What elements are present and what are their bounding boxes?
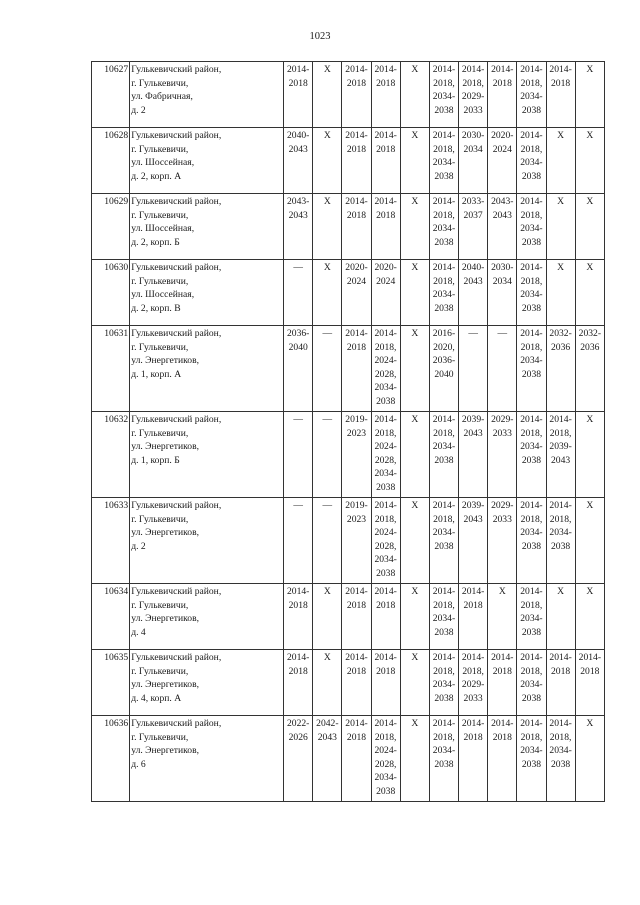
schedule-cell: X <box>400 650 429 716</box>
address-line: д. 2 <box>131 104 146 116</box>
address-line: д. 2 <box>131 540 146 552</box>
schedule-cell: 2029- 2033 <box>488 412 517 498</box>
address-cell <box>130 412 284 498</box>
schedule-cell: 2043- 2043 <box>488 194 517 260</box>
address-line: г. Гулькевичи, <box>131 341 189 353</box>
schedule-cell: 2030- 2034 <box>459 128 488 194</box>
schedule-cell: X <box>546 128 575 194</box>
schedule-cell: 2014- 2018 <box>284 62 313 128</box>
schedule-cell: X <box>546 260 575 326</box>
row-id-cell: 10629 <box>92 194 130 260</box>
address-line: г. Гулькевичи, <box>131 731 189 743</box>
schedule-cell: 2014- 2018, 2034- 2038 <box>517 650 546 716</box>
schedule-cell: 2014- 2018 <box>546 650 575 716</box>
address-line: г. Гулькевичи, <box>131 209 189 221</box>
schedule-cell: 2040- 2043 <box>284 128 313 194</box>
schedule-cell: 2014- 2018 <box>459 716 488 802</box>
table-row <box>92 62 605 128</box>
schedule-cell: 2020- 2024 <box>488 128 517 194</box>
address-line: Гулькевичский район, <box>131 196 222 207</box>
address-line: г. Гулькевичи, <box>131 275 189 287</box>
address-line: ул. Энергетиков, <box>131 745 199 757</box>
schedule-cell: 2014- 2018 <box>371 194 400 260</box>
row-id-cell: 10636 <box>92 716 130 802</box>
schedule-cell: X <box>575 584 604 650</box>
address-line: д. 1, корп. Б <box>131 454 180 466</box>
row-id-cell: 10634 <box>92 584 130 650</box>
address-line: Гулькевичский район, <box>131 718 222 729</box>
schedule-cell: X <box>400 128 429 194</box>
schedule-cell: 2019- 2023 <box>342 412 371 498</box>
schedule-cell: X <box>313 128 342 194</box>
schedule-cell: 2014- 2018 <box>342 650 371 716</box>
schedule-cell: X <box>546 584 575 650</box>
housing-repair-schedule-table <box>91 61 605 802</box>
schedule-cell: 2014- 2018, 2034- 2038 <box>429 128 458 194</box>
schedule-cell: 2014- 2018, 2024- 2028, 2034- 2038 <box>371 498 400 584</box>
schedule-cell: 2014- 2018, 2034- 2038 <box>429 650 458 716</box>
schedule-cell: 2014- 2018 <box>342 62 371 128</box>
schedule-cell: 2014- 2018 <box>284 650 313 716</box>
schedule-cell: 2014- 2018 <box>284 584 313 650</box>
address-line: Гулькевичский район, <box>131 414 222 425</box>
row-id-cell: 10632 <box>92 412 130 498</box>
schedule-cell: 2014- 2018 <box>342 584 371 650</box>
address-line: Гулькевичский район, <box>131 64 222 75</box>
schedule-cell: 2014- 2018, 2024- 2028, 2034- 2038 <box>371 326 400 412</box>
address-cell <box>130 498 284 584</box>
schedule-cell: — <box>488 326 517 412</box>
schedule-cell: 2043- 2043 <box>284 194 313 260</box>
schedule-cell: X <box>575 128 604 194</box>
schedule-cell: X <box>400 62 429 128</box>
address-line: Гулькевичский район, <box>131 500 222 511</box>
schedule-cell: 2014- 2018, 2034- 2038 <box>517 260 546 326</box>
schedule-cell: 2032- 2036 <box>575 326 604 412</box>
schedule-cell: 2033- 2037 <box>459 194 488 260</box>
schedule-cell: 2016- 2020, 2036- 2040 <box>429 326 458 412</box>
row-id-cell: 10628 <box>92 128 130 194</box>
schedule-cell: 2014- 2018 <box>488 716 517 802</box>
address-line: д. 2, корп. Б <box>131 236 180 248</box>
schedule-cell: 2014- 2018 <box>371 128 400 194</box>
schedule-cell: 2014- 2018, 2024- 2028, 2034- 2038 <box>371 716 400 802</box>
schedule-cell: X <box>313 260 342 326</box>
row-id-cell: 10630 <box>92 260 130 326</box>
table-row <box>92 194 605 260</box>
schedule-cell: 2014- 2018 <box>342 716 371 802</box>
table-body <box>92 62 605 802</box>
schedule-cell: — <box>459 326 488 412</box>
schedule-cell: 2014- 2018 <box>488 62 517 128</box>
address-cell <box>130 716 284 802</box>
row-id-cell: 10633 <box>92 498 130 584</box>
schedule-cell: X <box>400 584 429 650</box>
schedule-cell: 2014- 2018 <box>575 650 604 716</box>
schedule-cell: 2014- 2018 <box>342 326 371 412</box>
address-line: Гулькевичский район, <box>131 586 222 597</box>
schedule-cell: 2020- 2024 <box>371 260 400 326</box>
address-line: г. Гулькевичи, <box>131 427 189 439</box>
row-id-cell: 10631 <box>92 326 130 412</box>
schedule-cell: — <box>313 326 342 412</box>
schedule-cell: 2020- 2024 <box>342 260 371 326</box>
schedule-cell: 2019- 2023 <box>342 498 371 584</box>
schedule-cell: 2014- 2018, 2034- 2038 <box>517 498 546 584</box>
schedule-cell: 2014- 2018, 2034- 2038 <box>517 716 546 802</box>
address-line: ул. Энергетиков, <box>131 441 199 453</box>
address-line: г. Гулькевичи, <box>131 513 189 525</box>
schedule-cell: X <box>400 194 429 260</box>
address-line: д. 4 <box>131 626 146 638</box>
schedule-cell: 2014- 2018, 2039- 2043 <box>546 412 575 498</box>
schedule-cell: 2014- 2018, 2034- 2038 <box>429 62 458 128</box>
address-cell <box>130 584 284 650</box>
schedule-cell: 2014- 2018, 2034- 2038 <box>429 260 458 326</box>
table-row <box>92 498 605 584</box>
row-id-cell: 10635 <box>92 650 130 716</box>
schedule-cell: X <box>575 412 604 498</box>
table-row <box>92 128 605 194</box>
schedule-cell: 2014- 2018, 2034- 2038 <box>517 62 546 128</box>
address-line: д. 1, корп. А <box>131 368 182 380</box>
address-line: д. 2, корп. А <box>131 170 182 182</box>
schedule-cell: 2030- 2034 <box>488 260 517 326</box>
schedule-cell: X <box>575 62 604 128</box>
address-line: ул. Шоссейная, <box>131 223 195 235</box>
address-line: ул. Энергетиков, <box>131 355 199 367</box>
schedule-cell: X <box>546 194 575 260</box>
address-line: г. Гулькевичи, <box>131 599 189 611</box>
address-line: г. Гулькевичи, <box>131 665 189 677</box>
schedule-cell: 2040- 2043 <box>459 260 488 326</box>
schedule-cell: — <box>284 260 313 326</box>
schedule-cell: X <box>400 498 429 584</box>
address-cell <box>130 650 284 716</box>
schedule-cell: 2014- 2018 <box>371 650 400 716</box>
address-line: ул. Энергетиков, <box>131 613 199 625</box>
address-cell <box>130 62 284 128</box>
schedule-cell: X <box>313 650 342 716</box>
schedule-cell: 2042- 2043 <box>313 716 342 802</box>
schedule-cell: X <box>400 260 429 326</box>
schedule-cell: 2014- 2018, 2034- 2038 <box>429 716 458 802</box>
schedule-cell: X <box>575 716 604 802</box>
schedule-cell: 2029- 2033 <box>488 498 517 584</box>
table-row <box>92 716 605 802</box>
schedule-cell: X <box>400 326 429 412</box>
address-line: Гулькевичский район, <box>131 328 222 339</box>
schedule-cell: 2014- 2018, 2034- 2038 <box>517 326 546 412</box>
schedule-cell: X <box>400 412 429 498</box>
address-line: д. 2, корп. В <box>131 302 181 314</box>
schedule-cell: 2014- 2018 <box>546 62 575 128</box>
schedule-cell: 2014- 2018 <box>342 128 371 194</box>
schedule-cell: 2014- 2018, 2034- 2038 <box>546 498 575 584</box>
address-cell <box>130 326 284 412</box>
table-row <box>92 260 605 326</box>
schedule-cell: 2014- 2018, 2024- 2028, 2034- 2038 <box>371 412 400 498</box>
page-number: 1023 <box>309 31 331 42</box>
address-cell <box>130 128 284 194</box>
address-line: д. 6 <box>131 758 146 770</box>
address-line: г. Гулькевичи, <box>131 143 189 155</box>
schedule-cell: 2014- 2018 <box>488 650 517 716</box>
schedule-cell: 2014- 2018, 2034- 2038 <box>546 716 575 802</box>
schedule-cell: X <box>488 584 517 650</box>
address-line: Гулькевичский район, <box>131 130 222 141</box>
schedule-cell: 2039- 2043 <box>459 498 488 584</box>
table-row <box>92 584 605 650</box>
schedule-cell: 2014- 2018, 2029- 2033 <box>459 62 488 128</box>
address-cell <box>130 260 284 326</box>
address-line: ул. Шоссейная, <box>131 289 195 301</box>
table-row <box>92 326 605 412</box>
address-line: Гулькевичский район, <box>131 652 222 663</box>
address-line: ул. Энергетиков, <box>131 527 199 539</box>
schedule-cell: X <box>575 194 604 260</box>
schedule-cell: 2039- 2043 <box>459 412 488 498</box>
schedule-cell: 2022- 2026 <box>284 716 313 802</box>
schedule-cell: 2014- 2018, 2029- 2033 <box>459 650 488 716</box>
schedule-cell: 2036- 2040 <box>284 326 313 412</box>
schedule-cell: — <box>284 498 313 584</box>
schedule-cell: — <box>284 412 313 498</box>
address-line: ул. Энергетиков, <box>131 679 199 691</box>
schedule-cell: X <box>313 584 342 650</box>
schedule-cell: — <box>313 498 342 584</box>
address-line: ул. Шоссейная, <box>131 157 195 169</box>
address-line: Гулькевичский район, <box>131 262 222 273</box>
schedule-cell: 2014- 2018 <box>371 62 400 128</box>
address-cell <box>130 194 284 260</box>
schedule-cell: 2014- 2018, 2034- 2038 <box>429 412 458 498</box>
address-line: г. Гулькевичи, <box>131 77 189 89</box>
schedule-cell: 2014- 2018, 2034- 2038 <box>517 194 546 260</box>
table-row <box>92 650 605 716</box>
schedule-cell: 2014- 2018 <box>342 194 371 260</box>
address-line: ул. Фабричная, <box>131 91 193 103</box>
row-id-cell: 10627 <box>92 62 130 128</box>
schedule-cell: — <box>313 412 342 498</box>
schedule-cell: 2014- 2018, 2034- 2038 <box>517 128 546 194</box>
schedule-cell: X <box>400 716 429 802</box>
schedule-cell: 2014- 2018, 2034- 2038 <box>429 194 458 260</box>
schedule-cell: X <box>575 260 604 326</box>
schedule-cell: X <box>313 62 342 128</box>
schedule-cell: 2014- 2018, 2034- 2038 <box>429 498 458 584</box>
schedule-cell: 2032- 2036 <box>546 326 575 412</box>
address-line: д. 4, корп. А <box>131 692 182 704</box>
schedule-cell: 2014- 2018, 2034- 2038 <box>517 412 546 498</box>
schedule-cell: X <box>313 194 342 260</box>
table-row <box>92 412 605 498</box>
schedule-cell: 2014- 2018 <box>459 584 488 650</box>
schedule-cell: 2014- 2018, 2034- 2038 <box>429 584 458 650</box>
schedule-cell: X <box>575 498 604 584</box>
schedule-cell: 2014- 2018 <box>371 584 400 650</box>
schedule-cell: 2014- 2018, 2034- 2038 <box>517 584 546 650</box>
